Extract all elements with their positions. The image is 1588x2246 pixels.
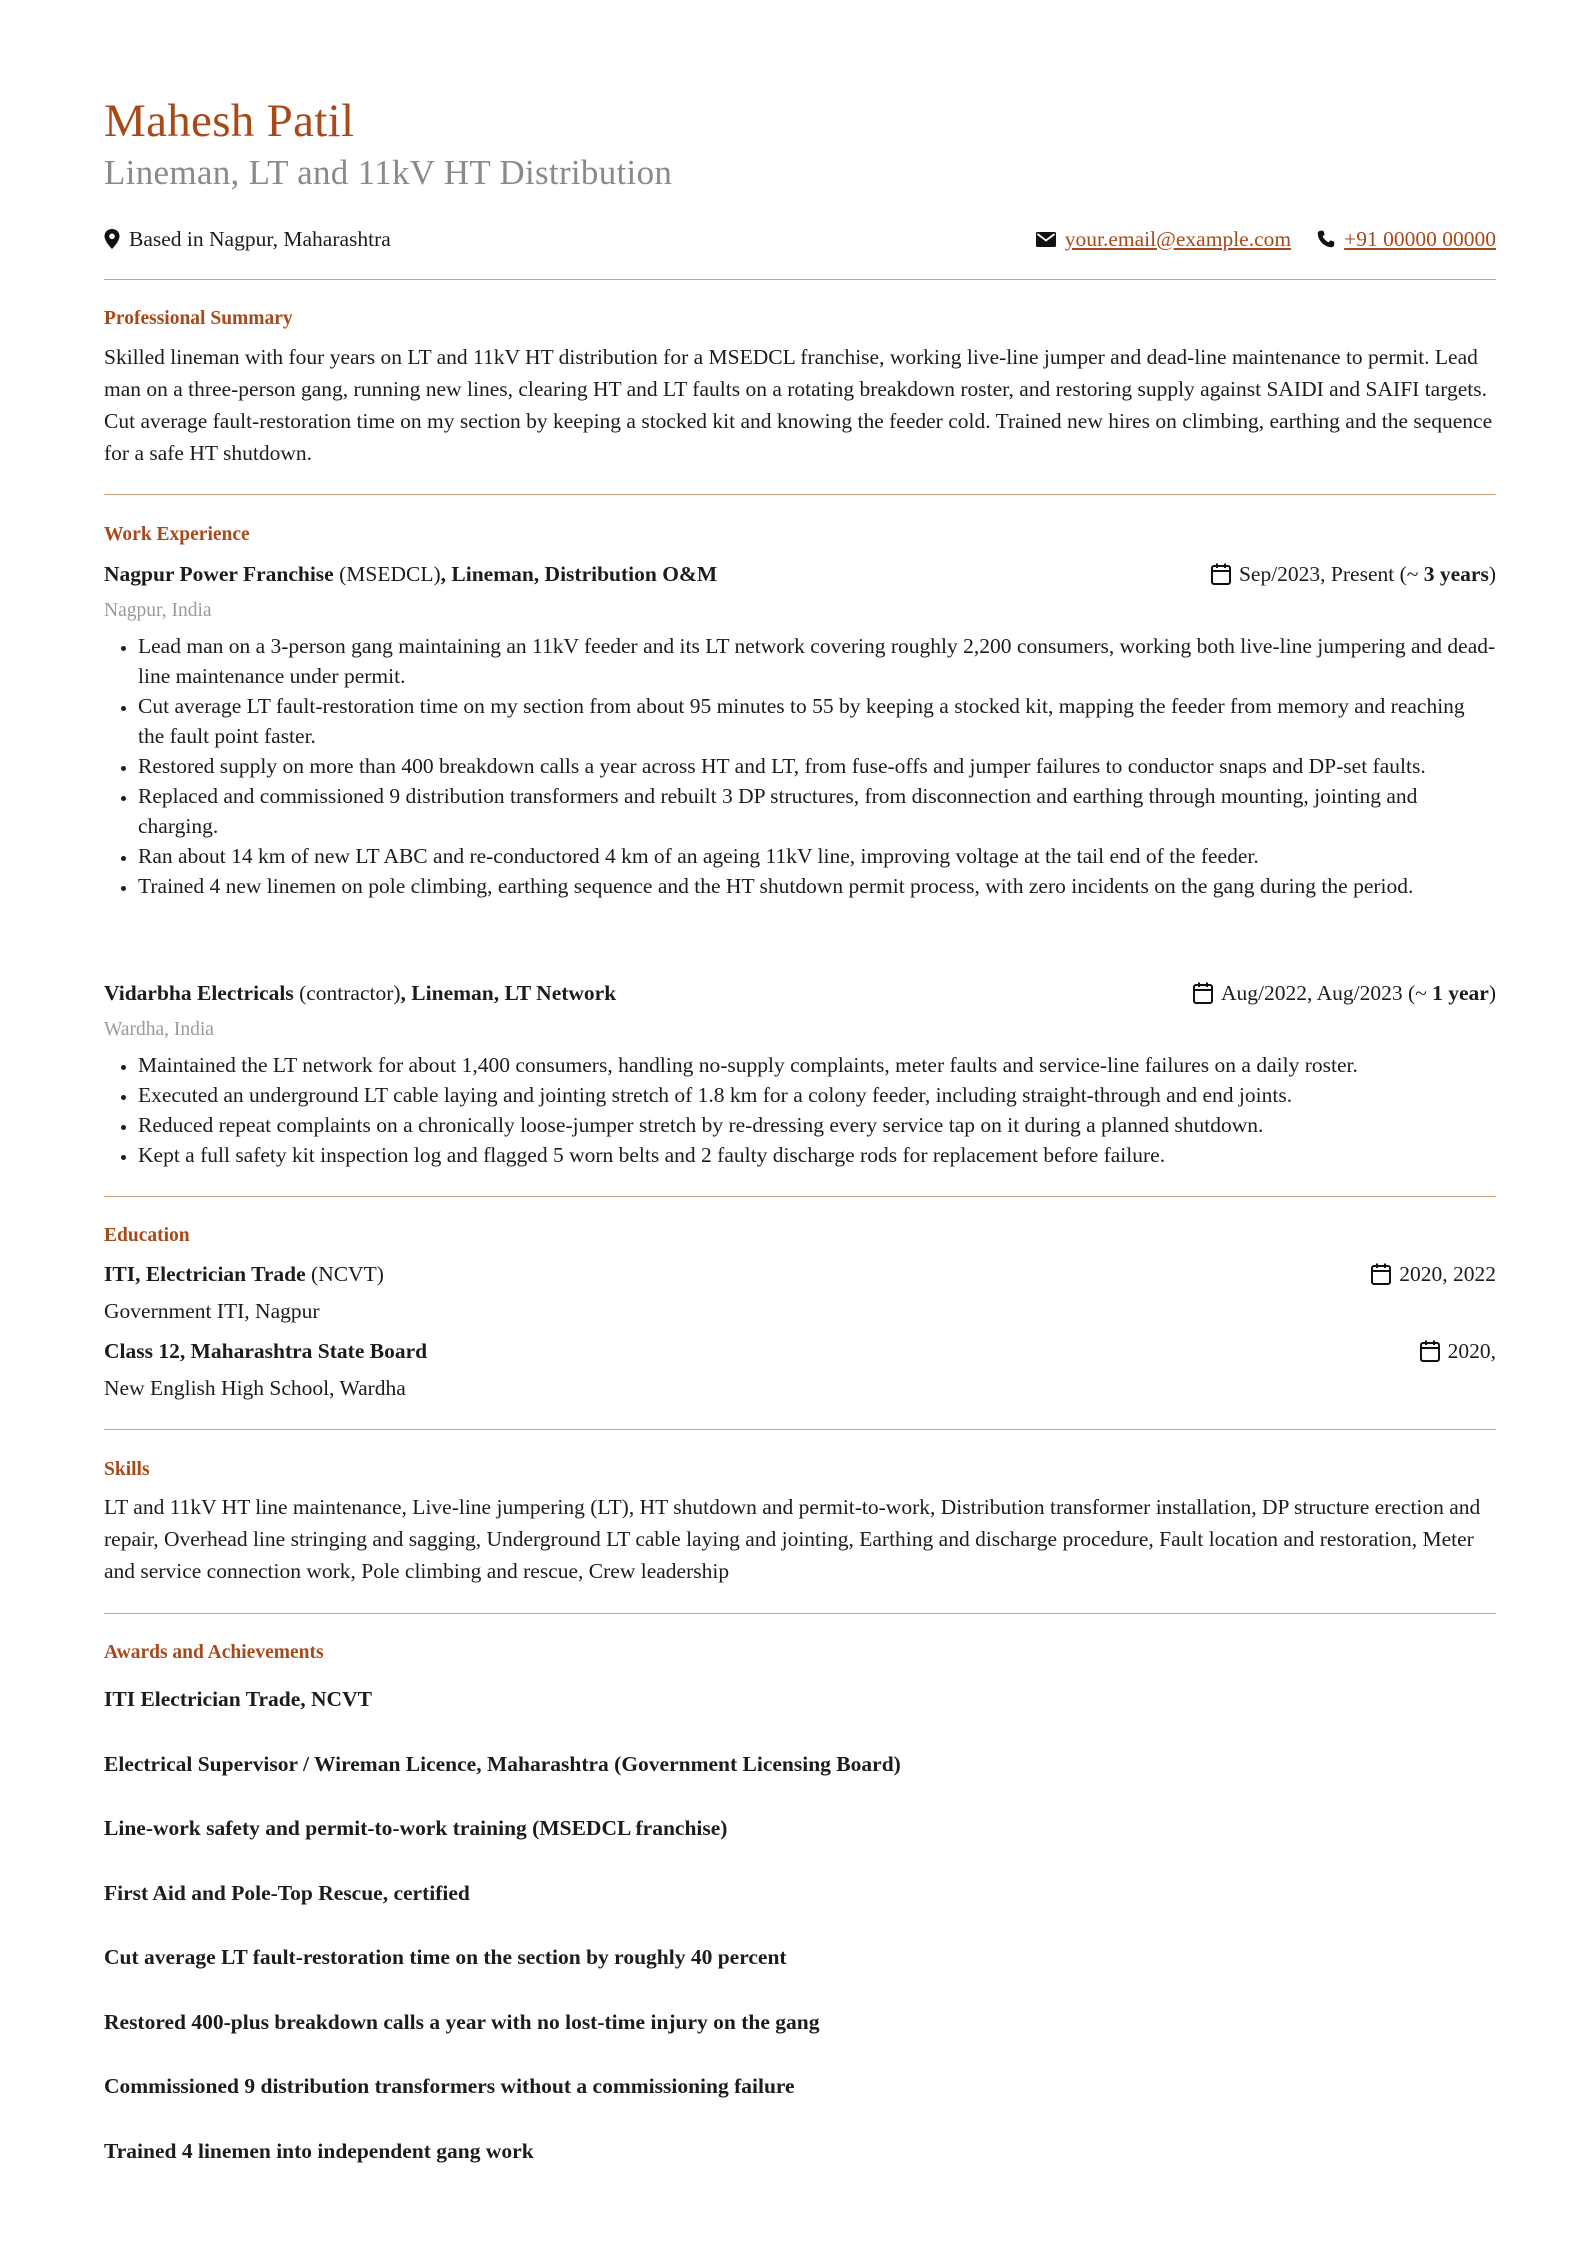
award-item: Cut average LT fault-restoration time on the section by roughly 40 percent: [104, 1945, 787, 1969]
education-degree-line: [104, 1339, 427, 1364]
list-item: • Kept a full safety kit inspection log and flagged 5 worn belts and 2 faulty discharge rods for replacement before failure.: [138, 1140, 1496, 1170]
job-bullets: [104, 631, 1496, 901]
email-item: [1036, 227, 1291, 252]
award-item: Commissioned 9 distribution transformers without a commissioning failure: [104, 2074, 795, 2098]
job-date-text: Sep/2023, Present (~: [1238, 561, 1419, 586]
list-item: • Reduced repeat complaints on a chronically loose-jumper stretch by re-dressing every service tap on it during a planned shutdown.: [138, 1110, 1496, 1140]
divider: [104, 494, 1496, 495]
job-date-close: ): [1488, 561, 1496, 586]
location-item: [104, 227, 391, 252]
education-degree-paren: (NCVT): [311, 1261, 384, 1286]
list-item: • Maintained the LT network for about 1,400 consumers, handling no-supply complaints, meter faults and service-line failures on a daily roster.: [138, 1050, 1496, 1080]
divider: [104, 279, 1496, 280]
map-pin-icon: [104, 229, 120, 249]
job-company: Vidarbha Electricals: [104, 980, 294, 1005]
contact-bar: [104, 224, 1496, 254]
calendar-icon: [1193, 982, 1213, 1004]
award-item: Electrical Supervisor / Wireman Licence, Maharashtra (Government Licensing Board): [104, 1752, 901, 1776]
job-company-paren: (MSEDCL): [339, 561, 441, 586]
experience-heading: Work Experience: [104, 524, 250, 545]
list-item: • Executed an underground LT cable laying and jointing stretch of 1.8 km for a colony feeder, including straight-through and end joints.: [138, 1080, 1496, 1110]
job-duration: 1 year: [1432, 980, 1489, 1005]
award-item: Line-work safety and permit-to-work training (MSEDCL franchise): [104, 1816, 728, 1840]
phone-icon: [1317, 230, 1335, 248]
list-item: • Cut average LT fault-restoration time on my section from about 95 minutes to 55 by keeping a stocked kit, mapping the feeder from memory and reaching the fault point faster.: [138, 691, 1496, 751]
education-header: [104, 1258, 1496, 1290]
list-item: • Lead man on a 3-person gang maintaining an 11kV feeder and its LT network covering roughly 2,200 consumers, working both live-line jumpering and dead-line maintenance under permit.: [138, 631, 1496, 691]
summary-heading: Professional Summary: [104, 308, 293, 329]
job-dates: [1211, 562, 1496, 587]
contact-right: [1036, 227, 1496, 252]
education-date-text: 2020, 2022: [1399, 1261, 1496, 1286]
envelope-icon: [1036, 232, 1056, 247]
education-school: Government ITI, Nagpur: [104, 1299, 320, 1323]
location-text: Based in Nagpur, Maharashtra: [129, 226, 391, 251]
candidate-name: Mahesh Patil: [104, 95, 355, 147]
education-dates: [1420, 1339, 1496, 1364]
calendar-icon: [1371, 1263, 1391, 1285]
phone-link[interactable]: +91 00000 00000: [1344, 226, 1496, 251]
phone-item: [1317, 227, 1496, 252]
job-location: Wardha, India: [104, 1019, 214, 1040]
candidate-title: Lineman, LT and 11kV HT Distribution: [104, 153, 673, 192]
divider: [104, 1196, 1496, 1197]
education-degree: Class 12, Maharashtra State Board: [104, 1338, 428, 1363]
job-dates: [1193, 981, 1496, 1006]
divider: [104, 1613, 1496, 1614]
education-degree-line: [104, 1262, 384, 1287]
list-item: • Restored supply on more than 400 breakdown calls a year across HT and LT, from fuse-offs and jumper failures to conductor snaps and DP-set faults.: [138, 751, 1496, 781]
award-item: ITI Electrician Trade, NCVT: [104, 1687, 372, 1711]
job-duration: 3 years: [1423, 561, 1489, 586]
calendar-icon: [1420, 1340, 1440, 1362]
job-header: [104, 977, 1496, 1009]
job-company: Nagpur Power Franchise: [104, 561, 334, 586]
job-title-line: Vidarbha Electricals (contractor), Lineman, LT Network: [104, 980, 617, 1005]
job-bullets: [104, 1050, 1496, 1170]
list-item: • Replaced and commissioned 9 distribution transformers and rebuilt 3 DP structures, from disconnection and earthing through mounting, jointing and charging.: [138, 781, 1496, 841]
education-school: New English High School, Wardha: [104, 1376, 406, 1400]
awards-heading: Awards and Achievements: [104, 1642, 324, 1663]
education-dates: [1371, 1262, 1496, 1287]
email-link[interactable]: your.email@example.com: [1064, 226, 1292, 251]
award-item: Trained 4 linemen into independent gang work: [104, 2139, 534, 2163]
award-item: First Aid and Pole-Top Rescue, certified: [104, 1881, 470, 1905]
job-title-line: Nagpur Power Franchise (MSEDCL), Lineman, Distribution O&M: [104, 561, 718, 586]
education-date-text: 2020,: [1447, 1338, 1496, 1363]
calendar-icon: [1211, 563, 1231, 585]
education-degree: ITI, Electrician Trade: [104, 1261, 306, 1286]
job-header: [104, 558, 1496, 590]
list-item: • Ran about 14 km of new LT ABC and re-conductored 4 km of an ageing 11kV line, improving voltage at the tail end of the feeder.: [138, 841, 1496, 871]
award-item: Restored 400-plus breakdown calls a year with no lost-time injury on the gang: [104, 2010, 820, 2034]
divider: [104, 1429, 1496, 1430]
job-date-close: ): [1488, 980, 1496, 1005]
job-role: Lineman, LT Network: [411, 980, 617, 1005]
contact-left: [104, 227, 391, 252]
job-location: Nagpur, India: [104, 600, 212, 621]
job-company-paren: (contractor): [299, 980, 401, 1005]
skills-text: LT and 11kV HT line maintenance, Live-line jumpering (LT), HT shutdown and permit-to-work, Distribution transformer installation, DP structure erection and repair, Overhead line stringing and sagging, Underground LT cable laying and jointing, Earthing and discharge procedure, Fault location and restoration, Meter and service connection work, Pole climbing and rescue, Crew leadership: [104, 1495, 1481, 1583]
list-item: • Trained 4 new linemen on pole climbing, earthing sequence and the HT shutdown permit process, with zero incidents on the gang during the period.: [138, 871, 1496, 901]
job-date-text: Aug/2022, Aug/2023 (~: [1221, 980, 1427, 1005]
summary-text: Skilled lineman with four years on LT and 11kV HT distribution for a MSEDCL franchise, working live-line jumper and dead-line maintenance to permit. Lead man on a three-person gang, running new lines, clearing HT and LT faults on a rotating breakdown roster, and restoring supply against SAIDI and SAIFI targets. Cut average fault-restoration time on my section by keeping a stocked kit and knowing the feeder cold. Trained new hires on climbing, earthing and the sequence for a safe HT shutdown.: [104, 345, 1493, 465]
education-header: [104, 1335, 1496, 1367]
job-role: Lineman, Distribution O&M: [451, 561, 718, 586]
education-heading: Education: [104, 1225, 190, 1246]
skills-heading: Skills: [104, 1459, 150, 1480]
